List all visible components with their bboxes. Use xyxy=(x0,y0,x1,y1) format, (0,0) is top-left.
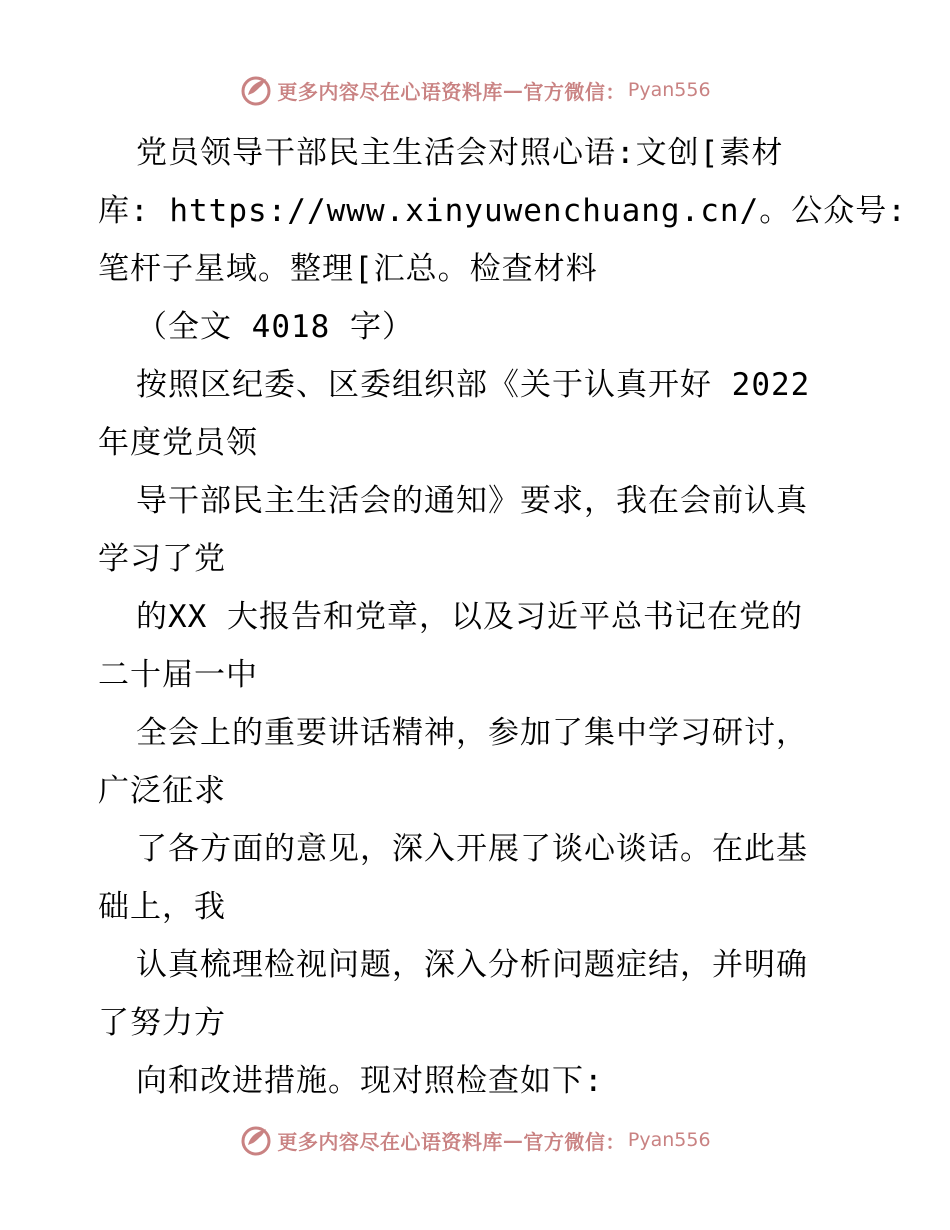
doc-line: 向和改进措施。现对照检查如下: xyxy=(136,1063,604,1099)
header-banner-separator: — xyxy=(502,78,524,102)
header-wechat-label: 官方微信： xyxy=(523,79,626,104)
library-logo-icon xyxy=(239,1123,273,1157)
document-body xyxy=(98,124,907,1110)
header-banner-text: 更多内容尽在心语资料库 xyxy=(277,79,503,104)
doc-line: 广泛征求 xyxy=(98,773,226,809)
doc-line: 了各方面的意见，深入开展了谈心谈话。在此基 xyxy=(136,831,808,867)
doc-line: （全文 4018 字） xyxy=(136,309,414,345)
doc-line: 年度党员领 xyxy=(98,425,258,461)
footer-banner-text: 更多内容尽在心语资料库 xyxy=(277,1129,503,1154)
doc-line: 学习了党 xyxy=(98,541,226,577)
doc-line: 的XX 大报告和党章，以及习近平总书记在党的 xyxy=(136,599,803,635)
doc-line: 础上，我 xyxy=(98,889,226,925)
doc-line: 笔杆子星域。整理[汇总。检查材料 xyxy=(98,251,598,287)
header-wechat-id: Pyan556 xyxy=(627,79,711,101)
footer-banner-separator: — xyxy=(502,1128,524,1152)
footer-wechat-label: 官方微信： xyxy=(523,1129,626,1154)
doc-line: 导干部民主生活会的通知》要求，我在会前认真 xyxy=(136,483,808,519)
doc-line: 二十届一中 xyxy=(98,657,258,693)
doc-line: 库: https://www.xinyuwenchuang.cn/。公众号: xyxy=(98,193,907,229)
library-logo-icon xyxy=(239,73,273,107)
footer-wechat-id: Pyan556 xyxy=(627,1129,711,1151)
footer-banner xyxy=(0,1120,950,1160)
doc-line: 按照区纪委、区委组织部《关于认真开好 2022 xyxy=(136,367,811,403)
doc-line: 党员领导干部民主生活会对照心语:文创[素材 xyxy=(136,135,784,171)
doc-line: 全会上的重要讲话精神，参加了集中学习研讨， xyxy=(136,715,808,751)
doc-line: 认真梳理检视问题，深入分析问题症结，并明确 xyxy=(136,947,808,983)
doc-line: 了努力方 xyxy=(98,1005,226,1041)
header-banner xyxy=(0,70,950,110)
